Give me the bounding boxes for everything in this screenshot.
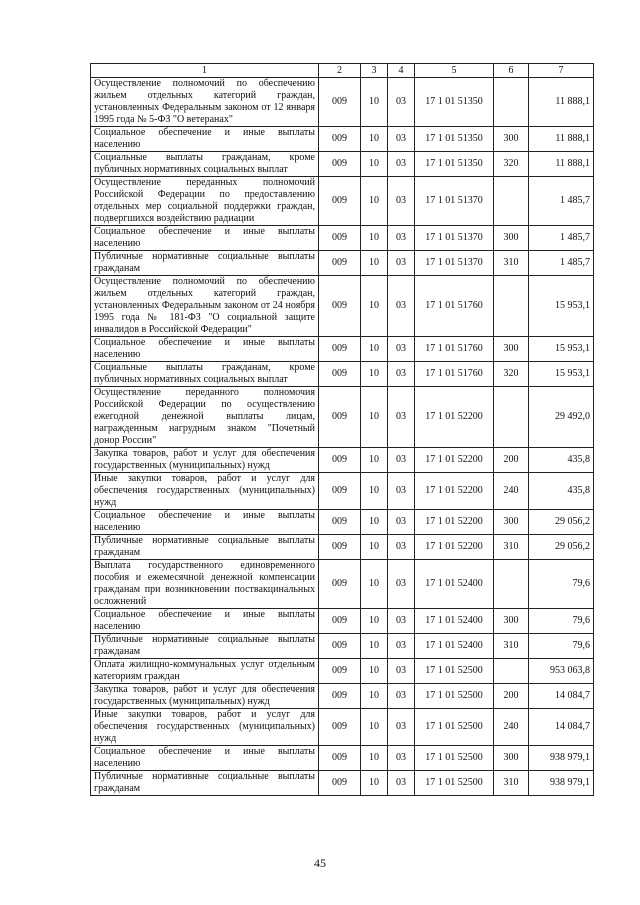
page-number: 45 xyxy=(314,856,326,870)
cell-target-article: 17 1 01 52200 xyxy=(415,510,494,535)
row-description: Социальное обеспечение и иные выплаты населению xyxy=(91,226,319,251)
row-description: Осуществление полномочий по обеспечению жильем отдельных категорий граждан, установленных Федеральным законом от 12 января 1995 года № 5-ФЗ "О ветеранах" xyxy=(91,78,319,127)
row-description: Социальные выплаты гражданам, кроме публичных нормативных социальных выплат xyxy=(91,362,319,387)
cell-expense-type: 200 xyxy=(494,684,529,709)
cell-section: 10 xyxy=(361,510,388,535)
cell-expense-type: 200 xyxy=(494,448,529,473)
cell-subsection: 03 xyxy=(388,684,415,709)
table-row xyxy=(91,177,594,226)
cell-ministry-code: 009 xyxy=(319,473,361,510)
cell-expense-type: 300 xyxy=(494,337,529,362)
row-description: Иные закупки товаров, работ и услуг для обеспечения государственных (муниципальных) нужд xyxy=(91,709,319,746)
table-row xyxy=(91,152,594,177)
row-description: Социальное обеспечение и иные выплаты населению xyxy=(91,510,319,535)
column-number: 4 xyxy=(388,64,415,78)
cell-expense-type: 320 xyxy=(494,152,529,177)
budget-table xyxy=(90,63,594,796)
cell-section: 10 xyxy=(361,771,388,796)
cell-target-article: 17 1 01 52400 xyxy=(415,634,494,659)
cell-ministry-code: 009 xyxy=(319,177,361,226)
cell-subsection: 03 xyxy=(388,78,415,127)
cell-section: 10 xyxy=(361,634,388,659)
cell-expense-type xyxy=(494,276,529,337)
cell-ministry-code: 009 xyxy=(319,127,361,152)
row-description: Иные закупки товаров, работ и услуг для обеспечения государственных (муниципальных) нужд xyxy=(91,473,319,510)
cell-section: 10 xyxy=(361,78,388,127)
cell-subsection: 03 xyxy=(388,510,415,535)
cell-target-article: 17 1 01 52200 xyxy=(415,473,494,510)
column-number: 3 xyxy=(361,64,388,78)
cell-subsection: 03 xyxy=(388,362,415,387)
cell-ministry-code: 009 xyxy=(319,771,361,796)
table-row xyxy=(91,473,594,510)
cell-amount: 79,6 xyxy=(529,634,594,659)
cell-amount: 938 979,1 xyxy=(529,746,594,771)
column-number: 6 xyxy=(494,64,529,78)
cell-subsection: 03 xyxy=(388,127,415,152)
cell-target-article: 17 1 01 52400 xyxy=(415,609,494,634)
cell-target-article: 17 1 01 51760 xyxy=(415,276,494,337)
row-description: Публичные нормативные социальные выплаты гражданам xyxy=(91,771,319,796)
cell-ministry-code: 009 xyxy=(319,387,361,448)
cell-amount: 79,6 xyxy=(529,560,594,609)
row-description: Осуществление переданного полномочия Российской Федерации по осуществлению ежегодной денежной выплаты лицам, награжденным нагрудным знаком "Почетный донор России" xyxy=(91,387,319,448)
cell-section: 10 xyxy=(361,251,388,276)
row-description: Публичные нормативные социальные выплаты гражданам xyxy=(91,634,319,659)
row-description: Оплата жилищно-коммунальных услуг отдельным категориям граждан xyxy=(91,659,319,684)
cell-subsection: 03 xyxy=(388,276,415,337)
cell-ministry-code: 009 xyxy=(319,746,361,771)
cell-target-article: 17 1 01 52200 xyxy=(415,448,494,473)
cell-expense-type: 310 xyxy=(494,771,529,796)
cell-subsection: 03 xyxy=(388,746,415,771)
cell-expense-type: 310 xyxy=(494,535,529,560)
cell-target-article: 17 1 01 52500 xyxy=(415,709,494,746)
cell-target-article: 17 1 01 51370 xyxy=(415,177,494,226)
table-row xyxy=(91,78,594,127)
cell-section: 10 xyxy=(361,362,388,387)
table-row xyxy=(91,226,594,251)
cell-amount: 11 888,1 xyxy=(529,78,594,127)
cell-ministry-code: 009 xyxy=(319,78,361,127)
cell-section: 10 xyxy=(361,276,388,337)
cell-amount: 435,8 xyxy=(529,448,594,473)
cell-amount: 1 485,7 xyxy=(529,251,594,276)
cell-target-article: 17 1 01 52200 xyxy=(415,387,494,448)
cell-amount: 11 888,1 xyxy=(529,152,594,177)
cell-section: 10 xyxy=(361,448,388,473)
cell-section: 10 xyxy=(361,337,388,362)
table-row xyxy=(91,609,594,634)
cell-subsection: 03 xyxy=(388,659,415,684)
cell-expense-type: 300 xyxy=(494,226,529,251)
cell-ministry-code: 009 xyxy=(319,226,361,251)
cell-section: 10 xyxy=(361,152,388,177)
table-row xyxy=(91,337,594,362)
cell-subsection: 03 xyxy=(388,771,415,796)
cell-amount: 11 888,1 xyxy=(529,127,594,152)
cell-subsection: 03 xyxy=(388,609,415,634)
cell-section: 10 xyxy=(361,226,388,251)
cell-amount: 938 979,1 xyxy=(529,771,594,796)
cell-ministry-code: 009 xyxy=(319,684,361,709)
cell-subsection: 03 xyxy=(388,473,415,510)
cell-subsection: 03 xyxy=(388,177,415,226)
cell-expense-type xyxy=(494,387,529,448)
table-row xyxy=(91,362,594,387)
cell-expense-type xyxy=(494,659,529,684)
table-row xyxy=(91,684,594,709)
cell-ministry-code: 009 xyxy=(319,448,361,473)
cell-target-article: 17 1 01 52500 xyxy=(415,746,494,771)
table-row xyxy=(91,771,594,796)
cell-subsection: 03 xyxy=(388,709,415,746)
cell-ministry-code: 009 xyxy=(319,560,361,609)
table-row xyxy=(91,448,594,473)
cell-target-article: 17 1 01 51370 xyxy=(415,226,494,251)
cell-ministry-code: 009 xyxy=(319,634,361,659)
cell-expense-type: 300 xyxy=(494,127,529,152)
cell-expense-type: 310 xyxy=(494,634,529,659)
table-row xyxy=(91,387,594,448)
cell-expense-type: 300 xyxy=(494,609,529,634)
cell-section: 10 xyxy=(361,127,388,152)
table-row xyxy=(91,634,594,659)
cell-ministry-code: 009 xyxy=(319,276,361,337)
cell-expense-type: 240 xyxy=(494,709,529,746)
cell-section: 10 xyxy=(361,746,388,771)
row-description: Закупка товаров, работ и услуг для обеспечения государственных (муниципальных) нужд xyxy=(91,684,319,709)
cell-subsection: 03 xyxy=(388,152,415,177)
cell-target-article: 17 1 01 52500 xyxy=(415,684,494,709)
cell-target-article: 17 1 01 52500 xyxy=(415,659,494,684)
cell-amount: 29 492,0 xyxy=(529,387,594,448)
cell-amount: 1 485,7 xyxy=(529,177,594,226)
cell-target-article: 17 1 01 51350 xyxy=(415,127,494,152)
cell-amount: 29 056,2 xyxy=(529,510,594,535)
column-number: 7 xyxy=(529,64,594,78)
cell-expense-type: 320 xyxy=(494,362,529,387)
cell-ministry-code: 009 xyxy=(319,535,361,560)
cell-amount: 79,6 xyxy=(529,609,594,634)
cell-target-article: 17 1 01 51350 xyxy=(415,78,494,127)
row-description: Социальное обеспечение и иные выплаты населению xyxy=(91,609,319,634)
cell-amount: 953 063,8 xyxy=(529,659,594,684)
cell-subsection: 03 xyxy=(388,337,415,362)
cell-expense-type: 240 xyxy=(494,473,529,510)
cell-target-article: 17 1 01 52500 xyxy=(415,771,494,796)
cell-section: 10 xyxy=(361,473,388,510)
cell-ministry-code: 009 xyxy=(319,251,361,276)
table-row xyxy=(91,276,594,337)
cell-expense-type: 300 xyxy=(494,510,529,535)
cell-ministry-code: 009 xyxy=(319,609,361,634)
document-page xyxy=(90,63,594,796)
cell-expense-type xyxy=(494,560,529,609)
cell-expense-type xyxy=(494,78,529,127)
row-description: Закупка товаров, работ и услуг для обеспечения государственных (муниципальных) нужд xyxy=(91,448,319,473)
cell-target-article: 17 1 01 51760 xyxy=(415,362,494,387)
cell-target-article: 17 1 01 51350 xyxy=(415,152,494,177)
row-description: Публичные нормативные социальные выплаты гражданам xyxy=(91,251,319,276)
cell-amount: 14 084,7 xyxy=(529,709,594,746)
row-description: Выплата государственного единовременного пособия и ежемесячной денежной компенсации гражданам при возникновении поствакцинальных осложнений xyxy=(91,560,319,609)
cell-section: 10 xyxy=(361,609,388,634)
cell-ministry-code: 009 xyxy=(319,709,361,746)
cell-ministry-code: 009 xyxy=(319,337,361,362)
cell-section: 10 xyxy=(361,535,388,560)
row-description: Осуществление переданных полномочий Российской Федерации по предоставлению отдельных мер социальной поддержки граждан, подвергшихся воздействию радиации xyxy=(91,177,319,226)
cell-section: 10 xyxy=(361,560,388,609)
cell-subsection: 03 xyxy=(388,251,415,276)
table-row xyxy=(91,127,594,152)
table-row xyxy=(91,510,594,535)
cell-section: 10 xyxy=(361,659,388,684)
cell-section: 10 xyxy=(361,709,388,746)
cell-amount: 29 056,2 xyxy=(529,535,594,560)
cell-subsection: 03 xyxy=(388,560,415,609)
cell-section: 10 xyxy=(361,684,388,709)
cell-subsection: 03 xyxy=(388,448,415,473)
cell-ministry-code: 009 xyxy=(319,362,361,387)
cell-amount: 435,8 xyxy=(529,473,594,510)
cell-amount: 15 953,1 xyxy=(529,337,594,362)
row-description: Публичные нормативные социальные выплаты гражданам xyxy=(91,535,319,560)
cell-ministry-code: 009 xyxy=(319,510,361,535)
table-row xyxy=(91,535,594,560)
cell-target-article: 17 1 01 52400 xyxy=(415,560,494,609)
cell-amount: 14 084,7 xyxy=(529,684,594,709)
cell-target-article: 17 1 01 51760 xyxy=(415,337,494,362)
table-row xyxy=(91,746,594,771)
table-row xyxy=(91,709,594,746)
cell-target-article: 17 1 01 52200 xyxy=(415,535,494,560)
row-description: Социальные выплаты гражданам, кроме публичных нормативных социальных выплат xyxy=(91,152,319,177)
cell-ministry-code: 009 xyxy=(319,659,361,684)
column-number: 5 xyxy=(415,64,494,78)
cell-subsection: 03 xyxy=(388,387,415,448)
table-row xyxy=(91,251,594,276)
cell-amount: 1 485,7 xyxy=(529,226,594,251)
cell-target-article: 17 1 01 51370 xyxy=(415,251,494,276)
row-description: Социальное обеспечение и иные выплаты населению xyxy=(91,746,319,771)
cell-expense-type: 310 xyxy=(494,251,529,276)
cell-subsection: 03 xyxy=(388,634,415,659)
row-description: Осуществление полномочий по обеспечению жильем отдельных категорий граждан, установленных Федеральным законом от 24 ноября 1995 года № 181-ФЗ "О социальной защите инвалидов в Российской Федерации" xyxy=(91,276,319,337)
cell-expense-type xyxy=(494,177,529,226)
column-number: 2 xyxy=(319,64,361,78)
row-description: Социальное обеспечение и иные выплаты населению xyxy=(91,127,319,152)
cell-amount: 15 953,1 xyxy=(529,362,594,387)
cell-ministry-code: 009 xyxy=(319,152,361,177)
cell-amount: 15 953,1 xyxy=(529,276,594,337)
column-number-row xyxy=(91,64,594,78)
cell-section: 10 xyxy=(361,177,388,226)
cell-section: 10 xyxy=(361,387,388,448)
cell-subsection: 03 xyxy=(388,535,415,560)
table-row xyxy=(91,560,594,609)
row-description: Социальное обеспечение и иные выплаты населению xyxy=(91,337,319,362)
table-body xyxy=(91,78,594,796)
column-number: 1 xyxy=(91,64,319,78)
cell-subsection: 03 xyxy=(388,226,415,251)
cell-expense-type: 300 xyxy=(494,746,529,771)
table-row xyxy=(91,659,594,684)
